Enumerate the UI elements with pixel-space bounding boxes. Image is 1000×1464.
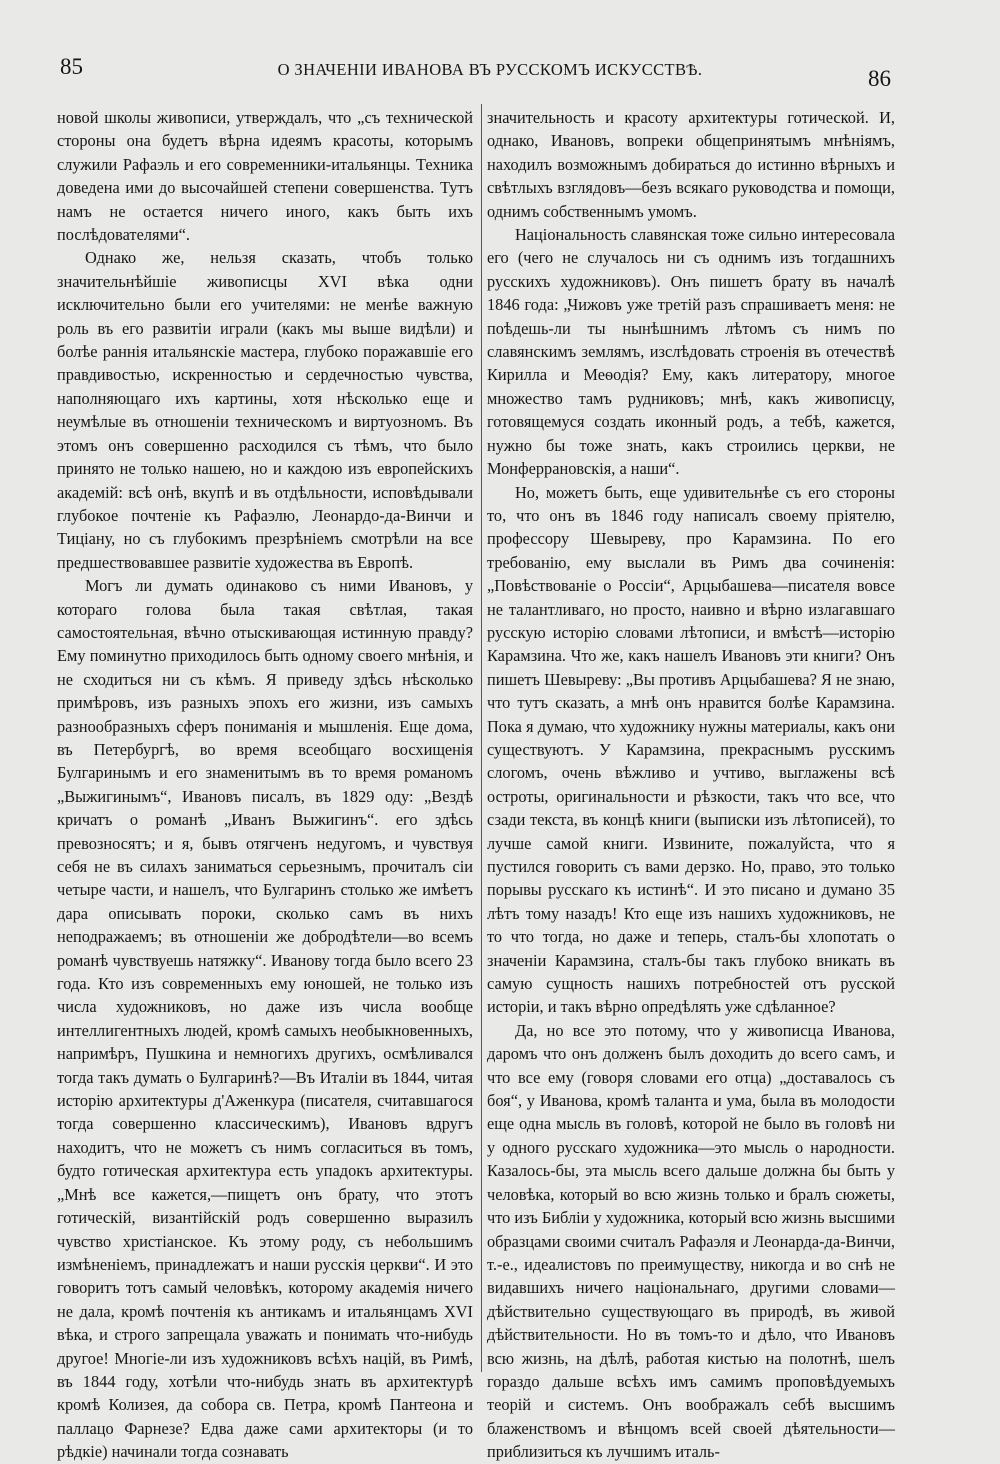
page-number-left: 85 — [60, 54, 83, 79]
paragraph: Да, но все это потому, что у живописца Иванова, даромъ что онъ долженъ былъ доходить до всего самъ, и что все ему (говоря словами его отца) „доставалось съ боя“, у Иванова, кромѣ таланта и ума, была въ молодости еще одна мысль въ головѣ, которой не было въ головѣ ни у одного русскаго художника—это мысль о народности. Казалось-бы, эта мысль всего дальше должна бы быть у человѣка, который во всю жизнь только и бралъ сюжеты, что изъ Библіи у художника, который всю жизнь высшими образцами своими считалъ Рафаэля и Леонарда-да-Винчи, т.-е., идеалистовъ по преимуществу, никогда и во снѣ не видавшихъ ничего національнаго, другими словами—дѣйствительно существующаго въ природѣ, въ живой дѣйствительности. Но въ томъ-то и дѣло, что Ивановъ всю жизнь, на дѣлѣ, работая кистью на полотнѣ, шелъ гораздо дальше всѣхъ имъ самимъ проповѣдуемыхъ теорій и системъ. Онъ воображалъ себѣ высшимъ блаженствомъ и вѣнцомъ всей своей дѣятельности—приблизиться къ лучшимъ италь- — [487, 1020, 895, 1462]
paragraph: значительность и красоту архитектуры готической. И, однако, Ивановъ, вопреки общепринятымъ мнѣніямъ, находилъ возможнымъ добираться до истинно вѣрныхъ и свѣтлыхъ взглядовъ—безъ всякаго руководства и помощи, однимъ собственнымъ умомъ. — [487, 108, 895, 221]
paragraph: Національность славянская тоже сильно интересовала его (чего не случалось ни съ однимъ изъ тогдашнихъ русскихъ художниковъ). Онъ пишетъ брату въ началѣ 1846 года: „Чижовъ уже третій разъ спрашиваетъ меня: не поѣдешь-ли ты нынѣшнимъ лѣтомъ съ нимъ по славянскимъ землямъ, изслѣдовать строенія въ отечествѣ Кирилла и Меѳодія? Ему, какъ литератору, многое множество тамъ рудниковъ; мнѣ, какъ живописцу, готовящемуся создать иконный родъ, а тебѣ, кажется, нужно бы тоже знать, какъ строились церкви, не Монферрановскія, а наши“. — [487, 225, 895, 479]
right-column — [487, 106, 895, 1464]
column-divider — [481, 104, 482, 1372]
page-number-right: 86 — [868, 66, 891, 91]
paragraph: Но, можетъ быть, еще удивительнѣе съ его стороны то, что онъ въ 1846 году написалъ своему пріятелю, профессору Шевыреву, про Карамзина. По его требованію, ему выслали въ Римъ два сочиненія: „Повѣствованіе о Россіи“, Арцыбашева—писателя вовсе не талантливаго, но просто, наивно и вѣрно излагавшаго русскую исторію словами лѣтописи, и вмѣстѣ—исторію Карамзина. Что же, какъ нашелъ Ивановъ эти книги? Онъ пишетъ Шевыреву: „Вы противъ Арцыбашева? Я не знаю, что тутъ сказать, а мнѣ онъ нравится болѣе Карамзина. Пока я думаю, что художнику нужны материалы, какъ они существуютъ. У Карамзина, прекраснымъ русскимъ слогомъ, очень вѣжливо и учтиво, выглажены всѣ остроты, оригинальности и рѣзкости, такъ что все, что сзади текста, въ концѣ книги (выписки изъ лѣтописей), то лучше самой книги. Извините, пожалуйста, что я пустился говорить съ вами дерзко. Но, право, это только порывы русскаго къ истинѣ“. И это писано и думано 35 лѣтъ тому назадъ! Кто еще изъ нашихъ художниковъ, не то что тогда, но даже и теперь, сталъ-бы хлопотать о значеніи Карамзина, сталъ-бы такъ глубоко вникать въ самую сущность нашихъ потребностей отъ русской исторіи, и такъ вѣрно опредѣлять уже сдѣланное? — [487, 482, 895, 1017]
page-header — [0, 0, 1000, 100]
paragraph: новой школы живописи, утверждалъ, что „съ технической стороны она будетъ вѣрна идеямъ красоты, которымъ служили Рафаэль и его современники-итальянцы. Техника доведена ими до высочайшей степени совершенства. Тутъ намъ не остается ничего иного, какъ быть ихъ послѣдователями“. — [57, 108, 473, 245]
paragraph: Однако же, нельзя сказать, чтобъ только значительнѣйшіе живописцы XVI вѣка одни исключительно были его учителями: не менѣе важную роль въ его развитіи играли (какъ мы выше видѣли) и болѣе раннія итальянскіе мастера, глубоко поражавшіе его правдивостью, искренностью и сердечностью чувства, наполняющаго ихъ картины, хотя нѣсколько еще и неумѣлые въ отношеніи техническомъ и виртуозномъ. Въ этомъ онъ совершенно расходился съ тѣмъ, что было принято не только нашею, но и каждою изъ европейскихъ академій: всѣ онѣ, вкупѣ и въ отдѣльности, исповѣдывали глубокое почтеніе къ Рафаэлю, Леонардо-да-Винчи и Тиціану, но съ глубокимъ презрѣніемъ смотрѣли на все предшествовавшее развитіе художества въ Европѣ. — [57, 248, 473, 572]
running-title: О ЗНАЧЕНІИ ИВАНОВА ВЪ РУССКОМЪ ИСКУССТВѢ. — [277, 60, 703, 79]
paragraph: Могъ ли думать одинаково съ ними Ивановъ, у котораго голова была такая свѣтлая, такая самостоятельная, вѣчно отыскивающая истинную правду? Ему поминутно приходилось быть одному своего мнѣнія, и не сходиться ни съ кѣмъ. Я приведу здѣсь нѣсколько примѣровъ, изъ разныхъ эпохъ его жизни, изъ самыхъ разнообразныхъ сферъ пониманія и мышленія. Еще дома, въ Петербургѣ, во время всеобщаго восхищенія Булгаринымъ и его знаменитымъ въ то время романомъ „Выжигинымъ“, Ивановъ писалъ, въ 1829 оду: „Вездѣ кричатъ о романѣ „Иванъ Выжигинъ“. его здѣсь превозносятъ; и я, бывъ отягченъ недугомъ, и чувствуя себя не въ силахъ заниматься серьезнымъ, прочиталъ сіи четыре части, и нашелъ, что Булгаринъ столько же имѣетъ дара описывать пороки, сколько самъ въ нихъ неподражаемъ; въ отношеніи же добродѣтели—во всемъ романѣ чувствуешь натяжку“. Иванову тогда было всего 23 года. Кто изъ современныхъ ему юношей, не только изъ числа художниковъ, но даже изъ числа вообще интеллигентныхъ людей, кромѣ самыхъ необыкновенныхъ, напримѣръ, Пушкина и немногихъ другихъ, осмѣливался тогда такъ думать о Булгаринѣ?—Въ Италіи въ 1844, читая исторію архитектуры д'Ажeнкура (писателя, считавшагося тогда совершенно классическимъ), Ивановъ вдругъ находитъ, что не можетъ съ нимъ согласиться въ томъ, будто готическая архитектура есть упадокъ архитектуры. „Мнѣ все кажется,—пищетъ онъ брату, что этотъ готическій, византійскій родъ совершенно выразилъ чувство христіанское. Къ этому роду, съ небольшимъ измѣненіемъ, принадлежатъ и наши русскія церкви“. И это говоритъ тотъ самый человѣкъ, которому академія ничего не дала, кромѣ почтенія къ антикамъ и итальянцамъ XVI вѣка, и строго запрещала уважать и понимать что-нибудь другое! Многіе-ли изъ художниковъ всѣхъ націй, въ Римѣ, въ 1844 году, хотѣли что-нибудь знать въ архитектурѣ кромѣ Колизея, да собора св. Петра, кромѣ Пантеона и паллацo Фарнезе? Едва даже сами архитекторы (и то рѣдкіе) начинали тогда сознавать — [57, 576, 473, 1462]
left-column — [57, 106, 473, 1464]
